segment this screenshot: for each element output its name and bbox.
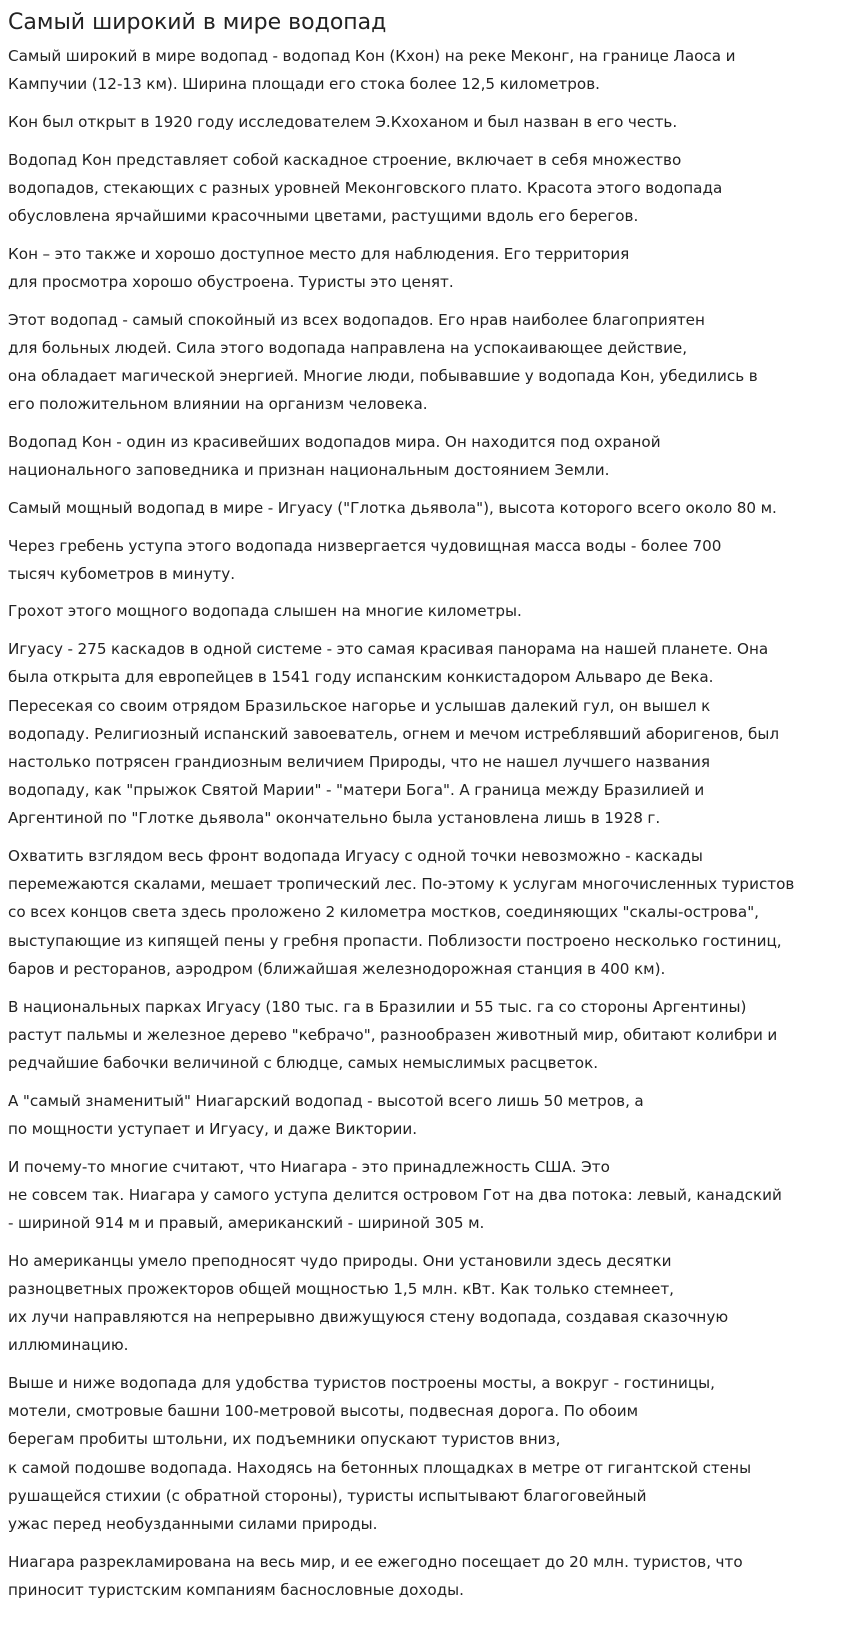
paragraph-13: А "самый знаменитый" Ниагарский водопад - высотой всего лишь 50 метров, а по мощности уступает и Игуасу, и даже Виктории. <box>8 1091 644 1138</box>
paragraph-2: Кон был открыт в 1920 году исследователем Э.Кхоханом и был назван в его честь. <box>8 112 678 131</box>
paragraph-3: Водопад Кон представляет собой каскадное строение, включает в себя множество водопадов, стекающих с разных уровней Меконговского плато. Красота этого водопада обусловлена ярчайшими красочными цветами, растущими вдоль его берегов. <box>8 150 723 226</box>
paragraph-8: Через гребень уступа этого водопада низвергается чудовищная масса воды - более 700 тысяч кубометров в минуту. <box>8 536 722 583</box>
paragraph-1: Самый широкий в мире водопад - водопад Кон (Кхон) на реке Меконг, на границе Лаоса и Кампучии (12-13 км). Ширина площади его стока более 12,5 километров. <box>8 47 736 94</box>
paragraph-7: Самый мощный водопад в мире - Игуасу ("Глотка дьявола"), высота которого всего около 80 м. <box>8 498 777 517</box>
paragraph-12: В национальных парках Игуасу (180 тыс. га в Бразилии и 55 тыс. га со стороны Аргентины) растут пальмы и железное дерево "кебрачо", разнообразен животный мир, обитают колибри и редчайшие бабочки величиной с блюдце, самых немыслимых расцветок. <box>8 997 778 1072</box>
paragraph-10: Игуасу - 275 каскадов в одной системе - это самая красивая панорама на нашей планете. Она была открыта для европейцев в 1541 году испанским конкистадором Альваро де Века. Пересекая со своим отрядом Бразильское нагорье и услышав далекий гул, он вышел к водопаду. Религиозный испанский завоеватель, огнем и мечом истреблявший аборигенов, был настолько потрясен грандиозным величием Природы, что не нашел лучшего названия водопаду, как "прыжок Святой Марии" - "матери Бога". А граница между Бразилией и Аргентиной по "Глотке дьявола" окончательно была установлена лишь в 1928 г. <box>8 640 780 828</box>
paragraph-4: Кон – это также и хорошо доступное место для наблюдения. Его территория для просмотра хорошо обустроена. Туристы это ценят. <box>8 244 630 291</box>
paragraph-6: Водопад Кон - один из красивейших водопадов мира. Он находится под охраной национального заповедника и признан национальным достоянием Земли. <box>8 432 661 480</box>
paragraph-5: Этот водопад - самый спокойный из всех водопадов. Его нрав наиболее благоприятен для больных людей. Сила этого водопада направлена на успокаивающее действие, она обладает магической энергией. Многие люди, побывавшие у водопада Кон, убедились в его положительном влиянии на организм человека. <box>8 310 758 414</box>
paragraph-15: Но американцы умело преподносят чудо природы. Они установили здесь десятки разноцветных прожекторов общей мощностью 1,5 млн. кВт. Как только стемнеет, их лучи направляются на непрерывно движущуюся стену водопада, создавая сказочную иллюминацию. <box>8 1251 729 1355</box>
paragraph-16: Выше и ниже водопада для удобства туристов построены мосты, а вокруг - гостиницы, мотели, смотровые башни 100-метровой высоты, подвесная дорога. По обоим берегам пробиты штольни, их подъемники опускают туристов вниз, к самой подошве водопада. Находясь на бетонных площадках в метре от гигантской стены рушащейся стихии (с обратной стороны), туристы испытывают благоговейный ужас перед необузданными силами природы. <box>8 1374 752 1534</box>
paragraph-11: Охватить взглядом весь фронт водопада Игуасу с одной точки невозможно - каскады перемежаются скалами, мешает тропический лес. По-этому к услугам многочисленных туристов со всех концов света здесь проложено 2 километра мостков, соединяющих "скалы-острова", выступающие из кипящей пены у гребня пропасти. Поблизости построено несколько гостиниц, баров и ресторанов, аэродром (ближайшая железнодорожная станция в 400 км). <box>8 847 795 978</box>
page-title: Самый широкий в мире водопад <box>8 10 387 35</box>
paragraph-9: Грохот этого мощного водопада слышен на многие километры. <box>8 602 522 621</box>
paragraph-17: Ниагара разрекламирована на весь мир, и ее ежегодно посещает до 20 млн. туристов, что приносит туристским компаниям баснословные доходы. <box>8 1552 743 1599</box>
paragraph-14: И почему-то многие считают, что Ниагара - это принадлежность США. Это не совсем так. Ниагара у самого уступа делится островом Гот на два потока: левый, канадский - шириной 914 м и правый, американский - шириной 305 м. <box>8 1157 782 1233</box>
